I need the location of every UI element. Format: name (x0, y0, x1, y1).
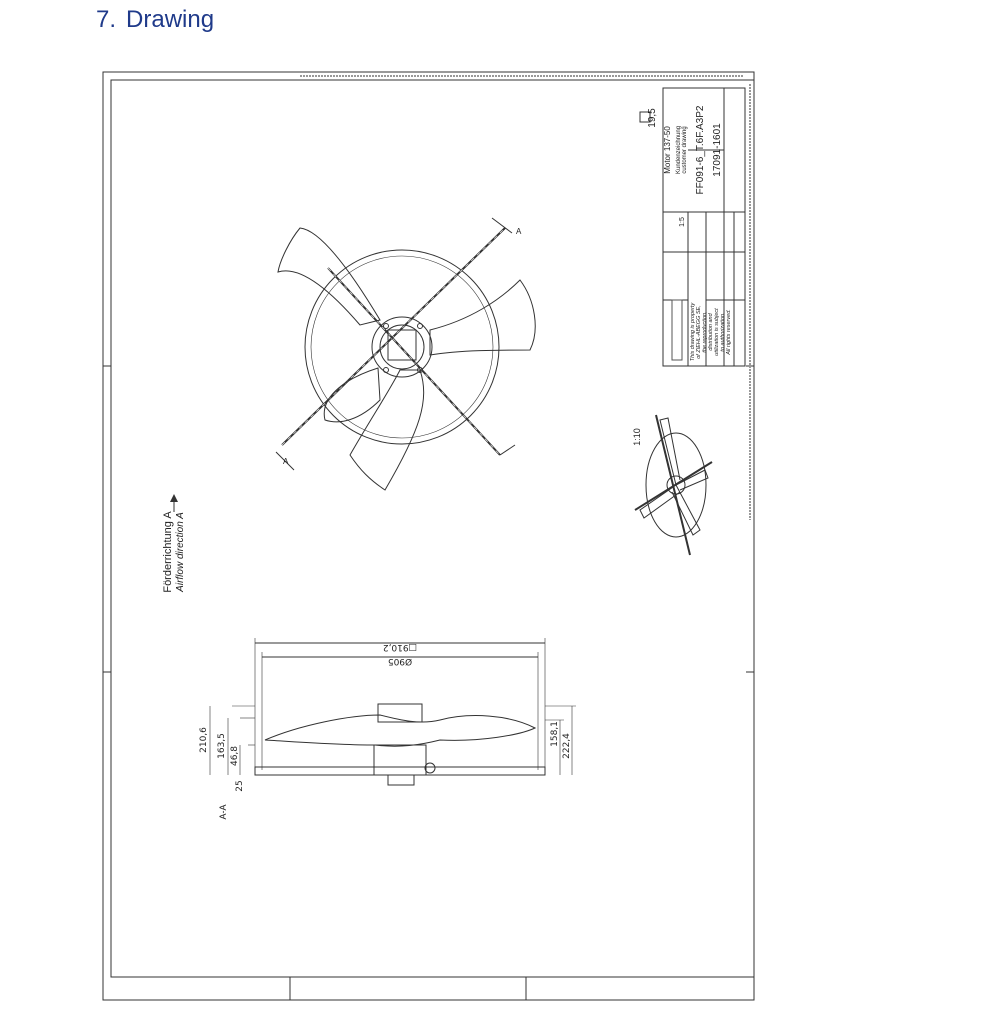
svg-text:distribution and: distribution and (708, 313, 714, 351)
motor-label: Motor 137-50 (663, 126, 672, 174)
fan-top-view (276, 218, 535, 490)
type-designation: FF091-6_T.6F.A3P2 (695, 105, 706, 195)
cut-label-bottom: A (283, 457, 289, 466)
dim-diameter: Ø905 (387, 656, 413, 666)
airflow-direction (162, 494, 186, 593)
dim-163: 163,5 (217, 733, 227, 759)
dim-square: □910,2 (382, 642, 418, 652)
airflow-arrow-icon (170, 494, 178, 502)
copyright-block (690, 302, 732, 362)
airflow-label-de: Förderrichtung A (162, 511, 174, 593)
dim-46: 46,8 (230, 745, 240, 767)
title-block (640, 88, 745, 366)
svg-text:of ZIEHL-ABEGG SE,: of ZIEHL-ABEGG SE, (696, 305, 702, 359)
weight-label: 19,5 (647, 108, 658, 128)
svg-text:to authorization.: to authorization. (720, 312, 726, 352)
dim-25: 25 (235, 780, 245, 792)
dim-158: 158,1 (550, 721, 560, 747)
section-title: Drawing (126, 6, 215, 33)
drawing-number: 17091-1601 (712, 123, 723, 177)
fan-isometric-view (635, 415, 712, 555)
svg-text:utilization is subject: utilization is subject (714, 308, 720, 356)
svg-text:the reproduction,: the reproduction, (702, 311, 708, 353)
dim-222: 222,4 (562, 733, 572, 759)
company-logo-box (672, 300, 682, 360)
customer-drawing-en: customer drawing (682, 126, 688, 174)
svg-text:All rights reserved.: All rights reserved. (726, 309, 732, 355)
drawing-inner-frame (111, 80, 754, 977)
svg-text:This drawing is property: This drawing is property (690, 302, 696, 362)
dim-210: 210,6 (199, 727, 209, 753)
cut-label-top: A (516, 227, 522, 236)
section-aa-label: A-A (218, 804, 228, 820)
drawing-outer-frame (103, 72, 754, 1000)
customer-drawing-de: Kundenzeichnung (676, 125, 682, 175)
section-number: 7. (96, 6, 117, 33)
iso-scale-note: 1:10 (632, 428, 642, 446)
title-scale: 1:5 (679, 217, 686, 227)
airflow-label-en: Airflow direction A (175, 512, 186, 592)
